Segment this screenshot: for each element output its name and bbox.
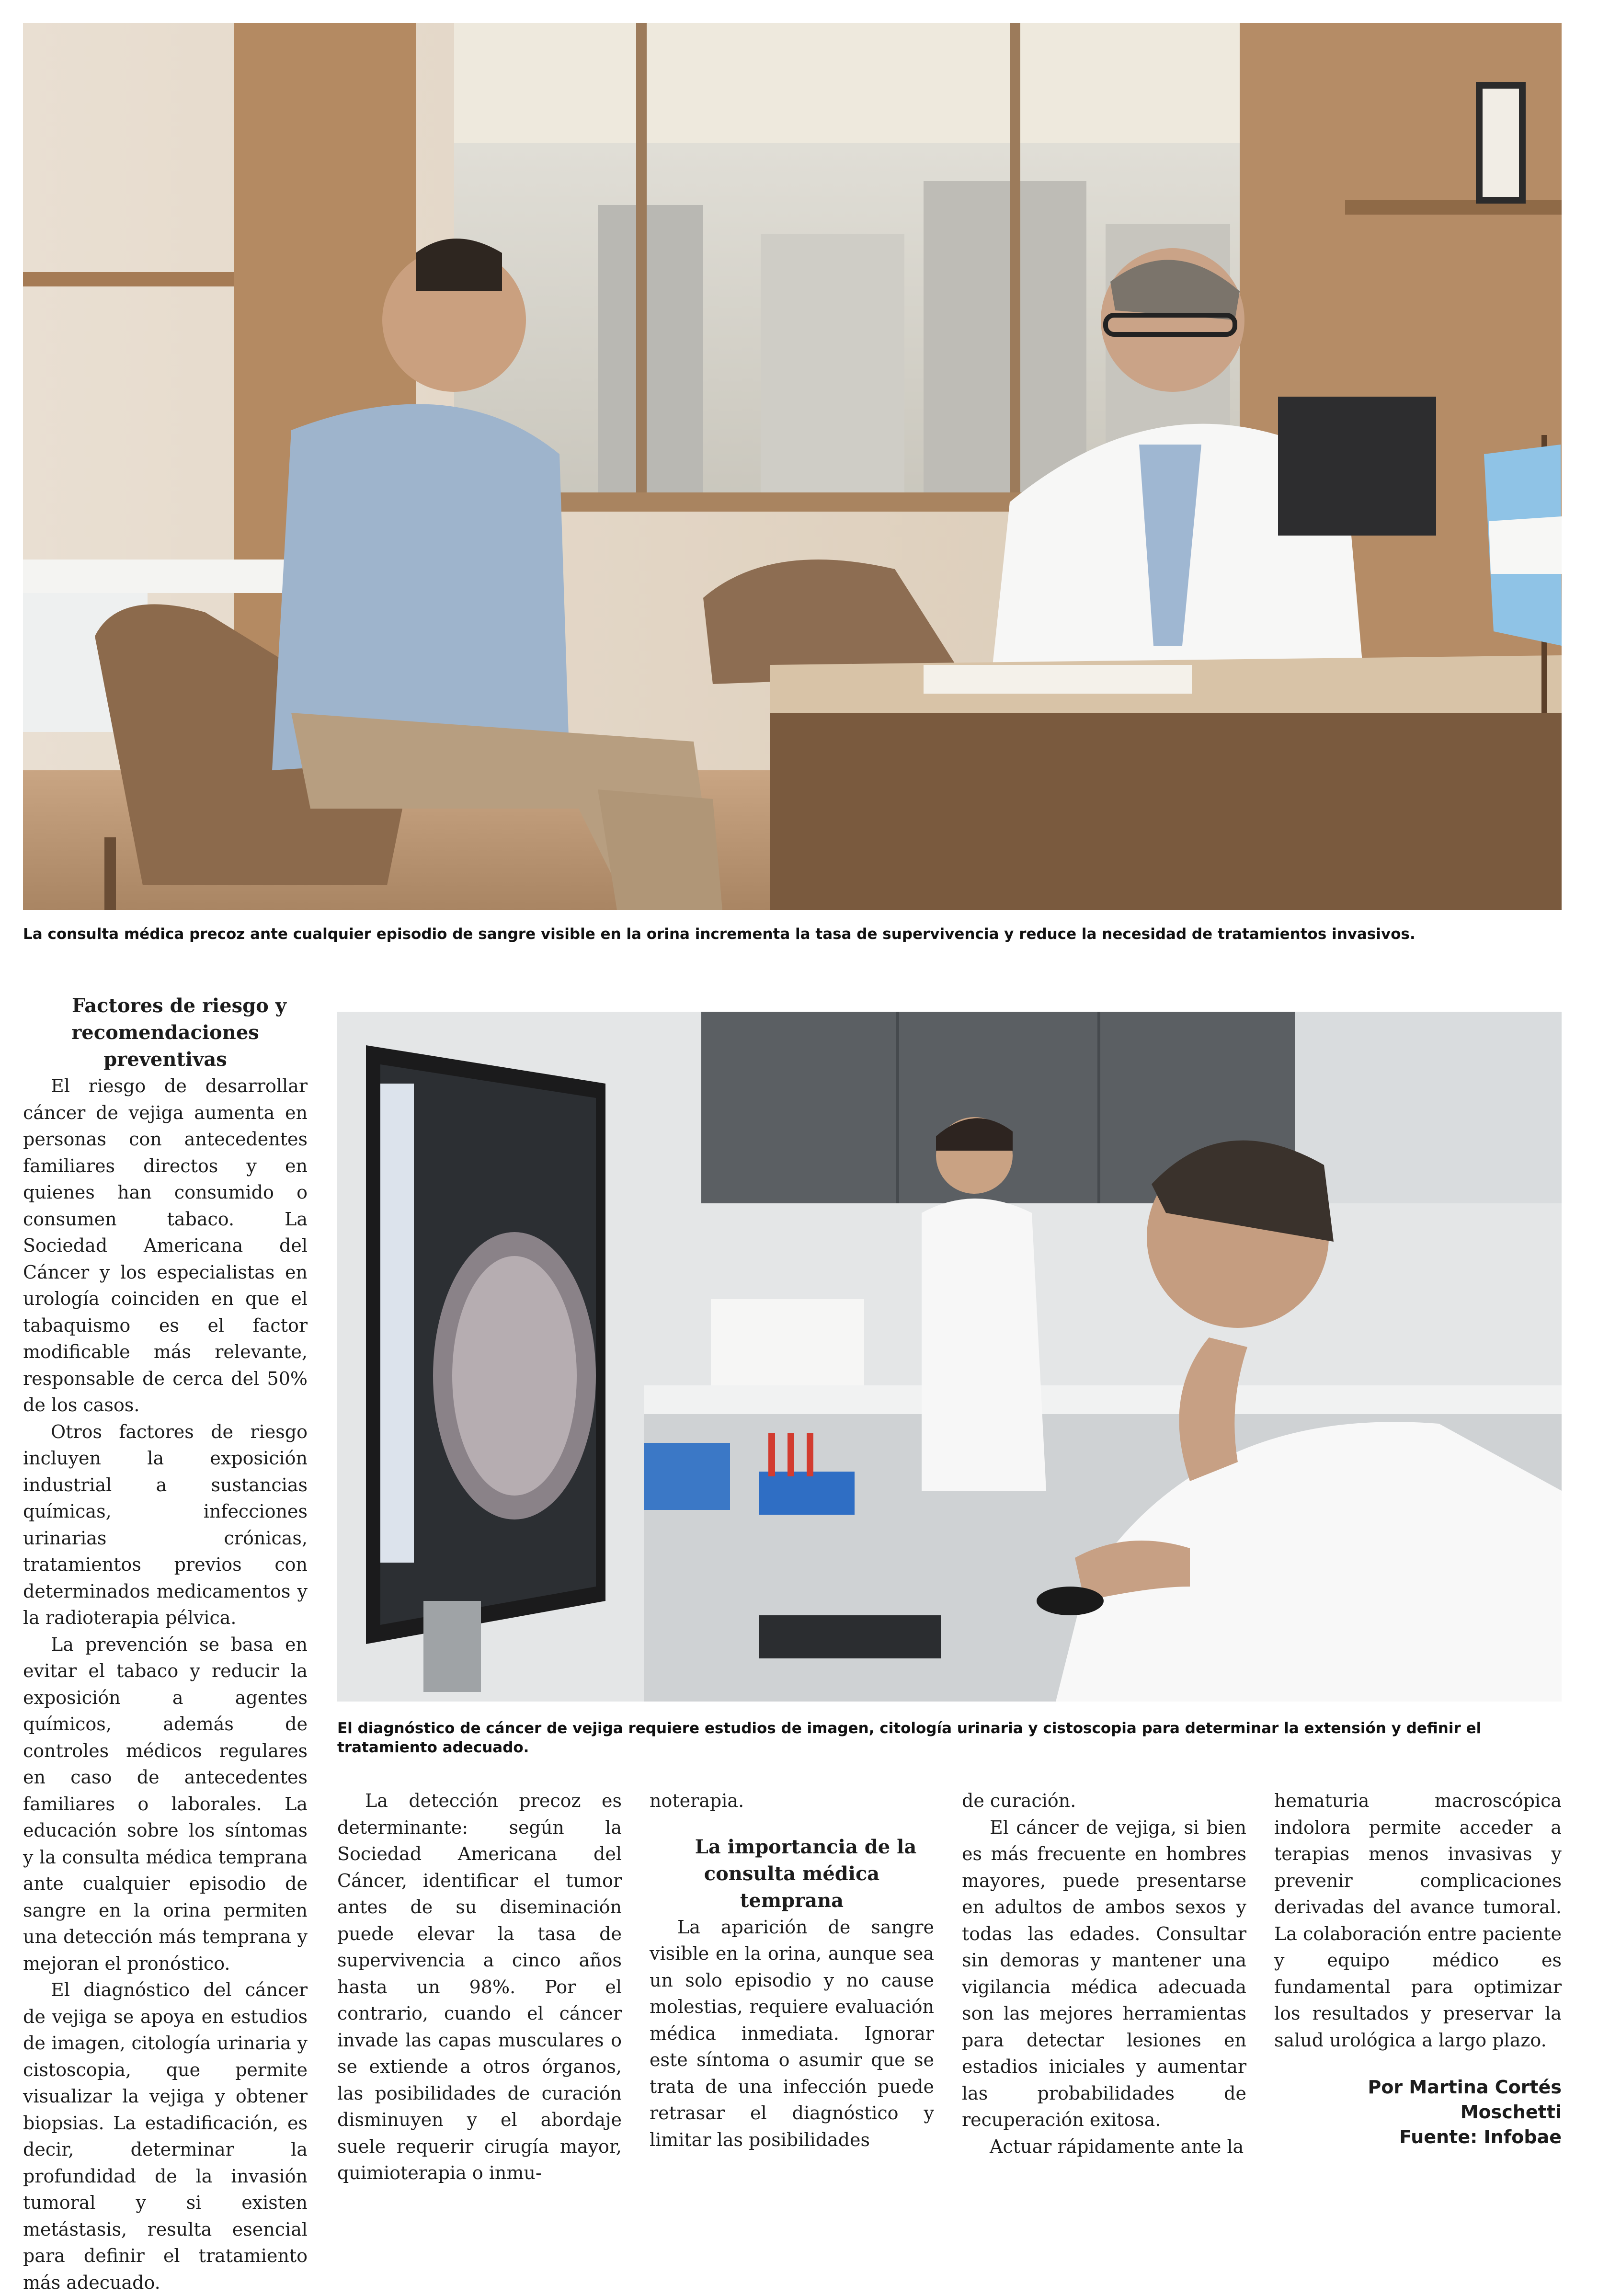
lab-diagnosis-photo (337, 1012, 1562, 1702)
paragraph: El riesgo de desarrollar cáncer de vejiga aumenta en personas con antecedentes familiares directos y en quienes han consumido o consumen tabaco. La Sociedad Americana del Cáncer y los especialistas en urología coinciden en que el tabaquismo es el factor modificable más relevante, responsable de cerca del 50% de los casos. (23, 1075, 308, 1416)
paragraph: La prevención se basa en evitar el tabaco y reducir la exposición a agentes químicos, además de controles médicos regulares en caso de antecedentes familiares o laborales. La educación sobre los síntomas y la consulta médica temprana ante cualquier episodio de sangre en la orina permiten una detección más temprana y mejoran el pronóstico. (23, 1633, 308, 1974)
column-early-consultation (650, 1788, 934, 2153)
photo-caption: La consulta médica precoz ante cualquier episodio de sangre visible en la orina incrementa la tasa de supervivencia y reduce la necesidad de tratamientos invasivos. (23, 925, 1415, 943)
paragraph: hematuria macroscópica indolora permite acceder a terapias menos invasivas y prevenir complicaciones derivadas del avance tumoral. La colaboración entre paciente y equipo médico es fundamental para optimizar los resultados y preservar la salud urológica a largo plazo. (1274, 1790, 1562, 2051)
photo-caption: El diagnóstico de cáncer de vejiga requiere estudios de imagen, citología urinaria y cistoscopia para determinar la extensión y definir el tratamiento adecuado. (337, 1720, 1482, 1756)
column-early-detection (337, 1788, 622, 2187)
paragraph-continuation: noterapia. (650, 1790, 744, 1811)
source-credit: Fuente: Infobae (1399, 2126, 1562, 2148)
paragraph: Actuar rápidamente ante la (990, 2136, 1244, 2157)
section-heading: Factores de riesgo y recomendaciones preventivas (71, 994, 286, 1071)
paragraph: La detección precoz es determinante: según la Sociedad Americana del Cáncer, identificar el tumor antes de su diseminación puede elevar la tasa de supervivencia a cinco años hasta un 98%. Por el contrario, cuando el cáncer invade las capas musculares o se extiende a otros órganos, las posibilidades de curación disminuyen y el abordaje suele requerir cirugía mayor, quimioterapia o inmu- (337, 1790, 622, 2183)
paragraph: La aparición de sangre visible en la orina, aunque sea un solo episodio y no cause molestias, requiere evaluación médica inmediata. Ignorar este síntoma o asumir que se trata de una infección puede retrasar el diagnóstico y limitar las posibilidades (650, 1916, 934, 2150)
paragraph: Otros factores de riesgo incluyen la exposición industrial a sustancias químicas, infecciones urinarias crónicas, tratamientos previos con determinados medicamentos y la radioterapia pélvica. (23, 1421, 308, 1628)
column-bladder-cancer (962, 1788, 1246, 2160)
paragraph-continuation: de curación. (962, 1790, 1076, 1811)
paragraph: El diagnóstico del cáncer de vejiga se apoya en estudios de imagen, citología urinaria y cistoscopia, que permite visualizar la vejiga y obtener biopsias. La estadificación, es decir, determinar la profundidad de la invasión tumoral y si existen metástasis, resulta esencial para definir el tratamiento más adecuado. (23, 1979, 308, 2293)
byline (1274, 2075, 1562, 2149)
author-name: Por Martina Cortés Moschetti (1368, 2077, 1562, 2123)
consultation-photo (23, 23, 1562, 910)
section-heading: La importancia de la consulta médica temprana (695, 1835, 917, 1912)
column-conclusion (1274, 1788, 1562, 2149)
paragraph: El cáncer de vejiga, si bien es más frecuente en hombres mayores, puede presentarse en adultos de ambos sexos y todas las edades. Consultar sin demoras y mantener una vigilancia médica adecuada son las mejores herramientas para detectar lesiones en estadios iniciales y aumentar las probabilidades de recuperación exitosa. (962, 1816, 1246, 2130)
column-risk-factors (23, 993, 308, 2296)
